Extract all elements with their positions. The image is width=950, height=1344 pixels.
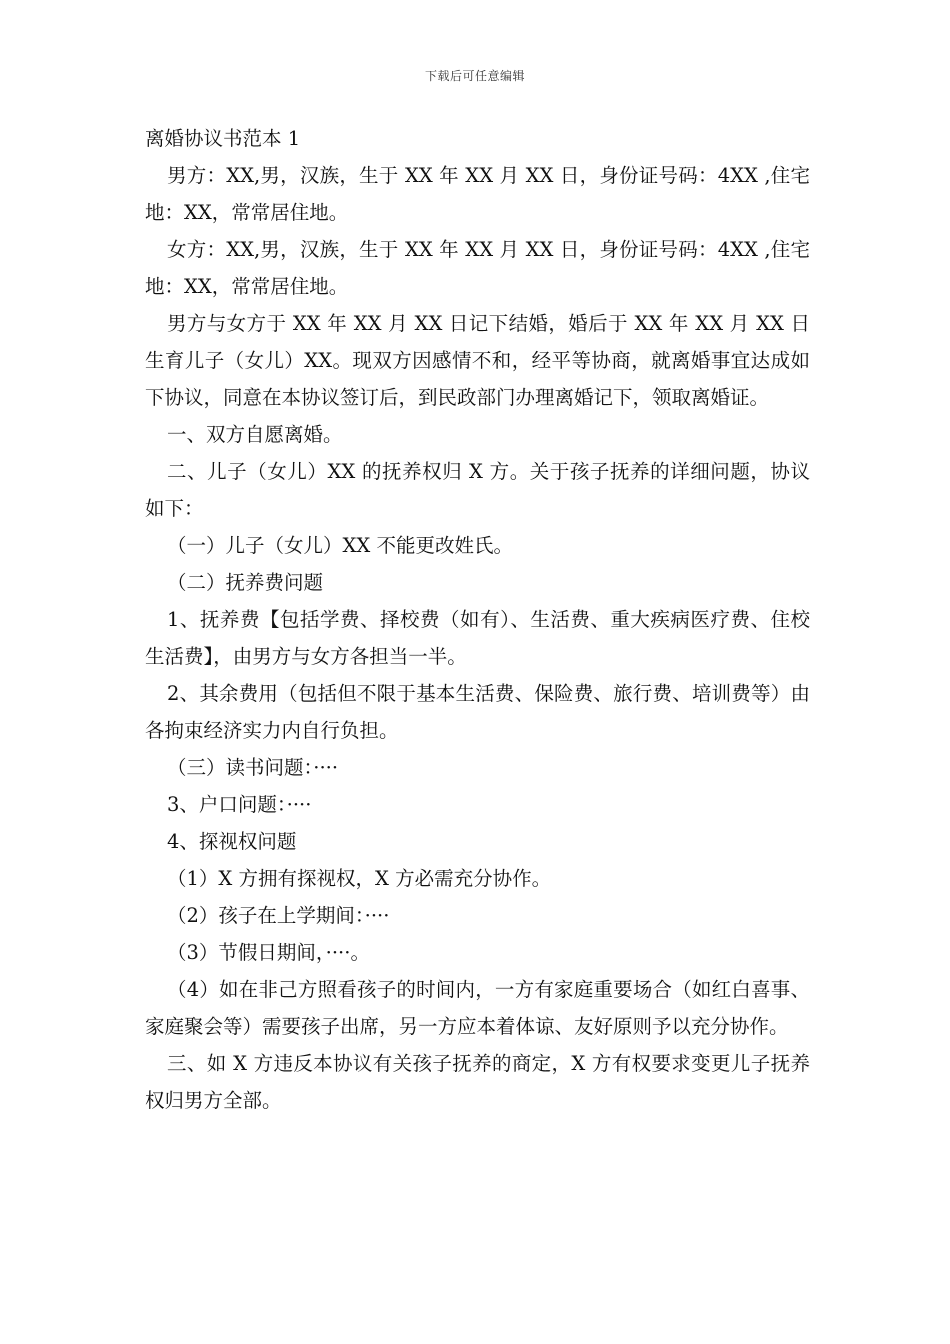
paragraph-wife-info: 女方：XX,男，汉族，生于 XX 年 XX 月 XX 日，身份证号码：4XX ,住宅地：XX，常常居住地。 [145,238,810,298]
subclause-2-3: （三）读书问题：···· [167,756,339,779]
visitation-point-2: （2）孩子在上学期间：···· [167,904,390,927]
document-title: 离婚协议书范本 1 [145,127,301,150]
visitation-point-1: （1）X 方拥有探视权，X 方必需充分协作。 [167,867,552,890]
subclause-2-1: （一）儿子（女儿）XX 不能更改姓氏。 [167,534,513,557]
visitation-point-4: （4）如在非己方照看孩子的时间内，一方有家庭重要场合（如红白喜事、家庭聚会等）需要孩子出席，另一方应本着体谅、友好原则予以充分协作。 [145,978,810,1038]
clause-1: 一、双方自愿离婚。 [167,423,343,446]
subclause-2-2: （二）抚养费问题 [167,571,324,594]
visitation-point-3: （3）节假日期间，····。 [167,941,370,964]
item-visitation-rights: 4、探视权问题 [167,830,297,853]
document-body [145,120,810,1119]
paragraph-marriage-background: 男方与女方于 XX 年 XX 月 XX 日记下结婚，婚后于 XX 年 XX 月 XX 日生育儿子（女儿）XX。现双方因感情不和，经平等协商，就离婚事宜达成如下协议，同意在本协议签订后，到民政部门办理离婚记下，领取离婚证。 [145,312,810,409]
item-support-fee: 1、抚养费【包括学费、择校费（如有）、生活费、重大疾病医疗费、住校生活费】，由男方与女方各担当一半。 [145,608,810,668]
paragraph-husband-info: 男方：XX,男，汉族，生于 XX 年 XX 月 XX 日，身份证号码：4XX ,住宅地：XX，常常居住地。 [145,164,810,224]
clause-3: 三、如 X 方违反本协议有关孩子抚养的商定，X 方有权要求变更儿子抚养权归男方全部。 [145,1052,810,1112]
item-household-registration: 3、户口问题：···· [167,793,312,816]
header-note: 下载后可任意编辑 [424,69,525,83]
item-other-fees: 2、其余费用（包括但不限于基本生活费、保险费、旅行费、培训费等）由各拘束经济实力内自行负担。 [145,682,810,742]
clause-2: 二、儿子（女儿）XX 的抚养权归 X 方。关于孩子抚养的详细问题，协议如下： [145,460,810,520]
